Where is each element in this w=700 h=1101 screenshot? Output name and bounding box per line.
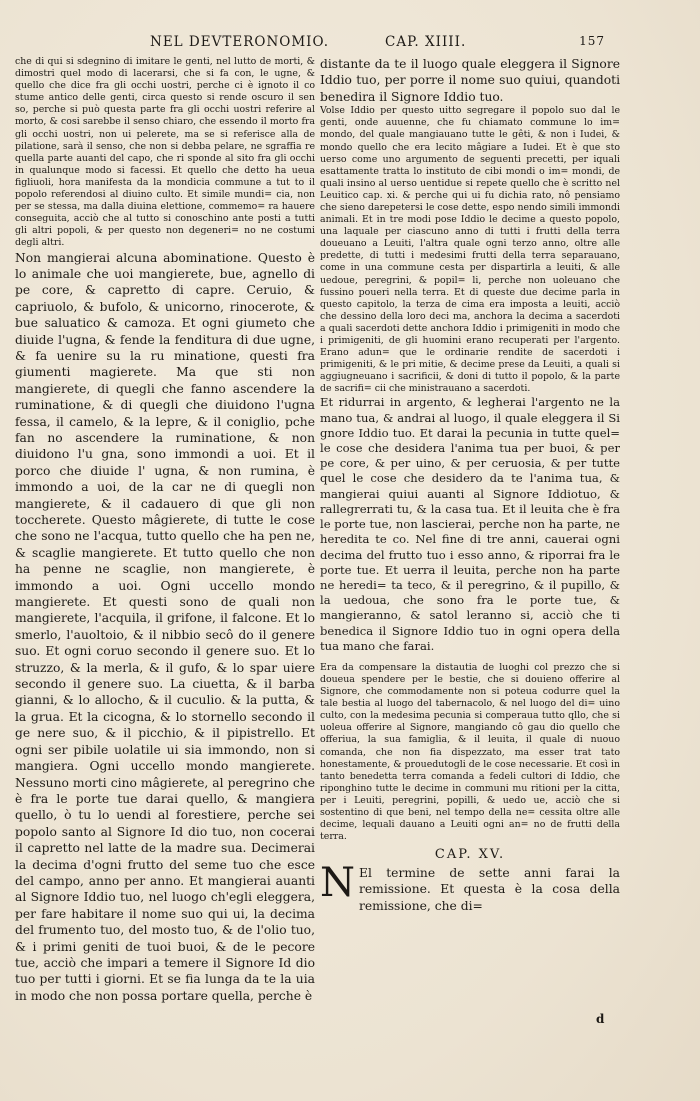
scripture-text-mid: Et ridurrai in argento, & legherai l'argento ne la mano tua, & andrai al luogo, il quale eleggera il Si gnore Iddio tuo. Et darai la pecunia in tutte quel= le cose che desidera l'anima tua per buoi, & per pe core, & per uino, & per ceruosia, & per tutte quel le cose che desidero da te l'anima tua, & mangierai quiui auanti al Signore Iddiotuo, & rallegrerrati tu, & la casa tua. Et il leuita che è fra le porte tue, non lascierai, perche non ha parte, ne heredita te co. Nel fine di tre anni, cauerai ogni decima del frutto tuo i esso anno, & riporrai fra le porte tue. Et uerra il leuita, perche non ha parte ne heredi= ta teco, & il peregrino, & il pupillo, & la uedoua, che sono fra le porte tue, & mangieranno, & satol leranno si, acciò che ti benedica il Signore Iddio tuo in ogni opera della tua mano che farai. — [320, 395, 620, 653]
running-title: NEL DEVTERONOMIO. — [150, 34, 330, 50]
right-column — [320, 56, 620, 1096]
signature-mark: d — [596, 1012, 605, 1026]
folio-number: 157 — [579, 34, 605, 48]
chapter-heading-text: CAP. XV. — [434, 847, 506, 863]
scripture-text: Non mangierai alcuna abominatione. Questo è lo animale che uoi mangierete, bue, agnello di pe core, & capretto di capre. Ceruio, & capriuolo, & bufolo, & unicorno, rinocerote, & bue saluatico & camoza. Et ogni giumeto che diuide l'ugna, & fende la fenditura di due ugne, & fa uenire su la ru minatione, questi fra giumenti magierete. Ma que sti non mangierete, di quegli che fanno ascendere la ruminatione, & di quegli che diuidono l'ugna fessa, il camelo, & la lepre, & il coniglio, pche fan no ascendere la ruminatione, & non diuidono l'u gna, sono immondi a uoi. Et il porco che diuide l' ugna, & non rumina, è immondo a uoi, de la car ne di quegli non mangierete, & il cadauero di que gli non toccherete. Questo mâgierete, di tutte le cose che sono ne l'acqua, tutto quello che ha pen ne, & scaglie mangierete. Et tutto quello che non ha penne ne scaglie, non mangierete, è immondo a uoi. Ogni uccello mondo mangierete. Et questi sono de quali non mangierete, l'acquila, il grifone, il falcone. Et lo smerlo, l'auoltoio, & il nibbio secô do il genere suo. Et ogni coruo secondo il genere suo. Et lo struzzo, & la merla, & il gufo, & lo spar uiere secondo il genere suo. La ciuetta, & il barba gianni, & lo allocho, & il cuculio. & la putta, & la grua. Et la cicogna, & lo stornello secondo il ge nere suo, & il picchio, & il pipistrello. Et ogni ser pibile uolatile ui sia immondo, non si mangiera. Ogni uccello mondo mangierete. Nessuno morti cino mâgierete, al peregrino che è fra le porte tue darai quello, & mangiera quello, ò tu lo uendi al forestiere, perche sei popolo santo al Signore Id dio tuo, non cocerai il capretto nel latte de la madre sua. Decimerai la decima d'ogni frutto del seme tuo che esce del campo, anno per anno. Et mangierai auanti al Signore Iddio tuo, nel luogo ch'egli eleggera, per fare habitare il nome suo qui ui, la decima del frumento tuo, del mosto tuo, & de l'olio tuo, & i primi geniti de tuoi buoi, & de le pecore tue, acciò che impari a temere il Signore Id dio tuo per tutti i giorni. Et se fia lunga da te la uia in modo che non possa portare quella, perche è — [15, 250, 315, 1003]
drop-initial: N — [320, 859, 355, 906]
commentary-block-1: Volse Iddio per questo uitto segregare il popolo suo dal le genti, onde auuenne, che fu chiamato commune lo im= mondo, del quale mangiauano tutte le gêti, & non i Iudei, & mondo quello che era lecito mâgiare a Iudei. Et è que sto uerso come uno argumento de seguenti precetti, per iquali esattamente tratta lo instituto de cibi mondi o im= mondi, de quali insino al uerso uentidue si repete quello che è scritto nel Leuitico cap. xi. & perche qui ui fu dichia rato, nô pensiamo che sieno darepetersi le cose dette, espo nendo simili immondi animali. Et in tre modi pose Iddio le decime a questo popolo, una laquale per ciascuno anno di tutti i frutti della terra doueuano a Leuiti, l'altra quale ogni terzo anno, oltre alle predette, di tutti i medesimi frutti della terra separauano, come in una commune cesta per dispartirla a leuiti, & alle uedoue, peregrini, & popil= li, perche non uoleuano che fussino poueri nella terra. Et di queste due decime parla in questo capitolo, la terza de cima era imposta a leuiti, acciò che dessino della loro deci ma, anchora la decima a sacerdoti a quali sacerdoti dette anchora Iddio i primigeniti in modo che i primigeniti, de gli huomini erano recuperati per l'argento. Erano adun= que le ordinarie rendite de sacerdoti i primigeniti, & le pri mitie, & decime prese da Leuiti, a quali si aggiugneuano i sacrificii, & doni di tutto il popolo, & la parte de sacrifi= cii che ministrauano a sacerdoti. — [320, 105, 620, 395]
commentary-block: che di qui si sdegnino di imitare le genti, nel lutto de morti, & dimostri quel modo di lacerarsi, che si fa con, le ugne, & quello che dice fra gli occhi uostri, perche ci è ignoto il co stume antico delle genti, circa questo si rende oscuro il sen so, perche si può questa parte fra gli occhi uostri referire al morto, & cosi sarebbe il senso chiaro, che essendo il morto fra gli occhi uostri, non ui pelerete, ma se si referisce alla de pilatione, sarà il senso, che non si debba pelare, ne sgraffia re quella parte auanti del capo, che ri sponde al sito fra gli occhi in qualunque modo si facessi. Et quello che detto ha ueua figliuoli, hora manifesta da la mondicia commune a tut to il popolo referendosi al diuino culto. Et simile mundi= cia, non per se stessa, ma dalla diuina elettione, commemo= ra hauere conseguita, acciò che al tutto si conoschino ante posti a tutti gli altri popoli, & per questo non degeneri= no ne costumi degli altri. — [15, 56, 315, 249]
left-column — [15, 56, 315, 1096]
commentary-block-2: Era da compensare la distautia de luoghi col prezzo che si doueua spendere per le bestie, che si douieno offerire al Signore, che commodamente non si poteua codurre quel la tale bestia al luogo del tabernacolo, & nel luogo del di= uino culto, con la medesima pecunia si comperaua tutto qllo, che si uoleua offerire al Signore, mangiando cô gau dio quello che offeriua, la sua famiglia, & il leuita, il quale di nuouo comanda, che non fia dispezzato, ma esser trat tato honestamente, & prouedutogli de le cose necessarie. Et così in tanto benedetta terra comanda a fedeli cultori di Iddio, che riponghino tutte le decime in communi mu ritioni per la citta, per i Leuiti, peregrini, popilli, & uedo ue, acciò che si sostentino di que beni, nel tempo della ne= cessita oltre alle decime, lequali dauano a Leuiti ogni an= no de frutti della terra. — [320, 661, 620, 843]
chapter-opening-text: El termine de sette anni farai la remissione. Et questa è la cosa della remissione, che di= — [359, 865, 620, 913]
chapter-label: CAP. XIIII. — [385, 34, 467, 50]
chapter-opening — [320, 859, 620, 914]
chapter-heading — [320, 847, 620, 863]
page-header — [150, 34, 605, 54]
scripture-text-top: distante da te il luogo quale eleggera il Signore Iddio tuo, per porre il nome suo quiui, quandoti benedira il Signore Iddio tuo. — [320, 57, 620, 104]
spacer — [320, 654, 620, 662]
